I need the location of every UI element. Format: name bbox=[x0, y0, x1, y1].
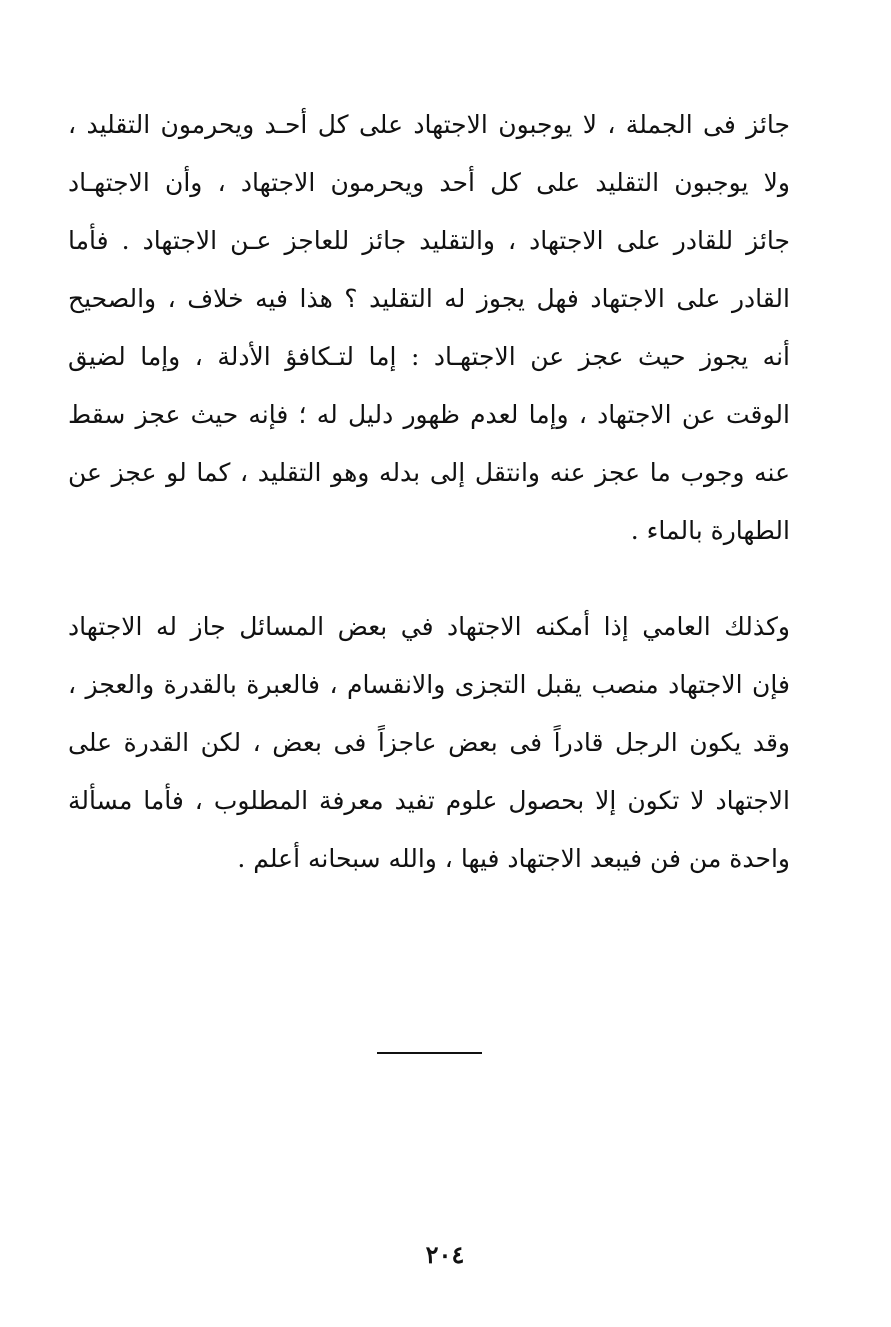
text-line: القادر على الاجتهاد فهل يجوز له التقليد ؟ هذا فيه خلاف ، والصحيح bbox=[68, 284, 790, 313]
text-line: أنه يجوز حيث عجز عن الاجتهـاد : إما لتـكافؤ الأدلة ، وإما لضيق bbox=[68, 342, 790, 371]
text-line-last: واحدة من فن فيبعد الاجتهاد فيها ، والله سبحانه أعلم . bbox=[237, 844, 790, 873]
text-line: الوقت عن الاجتهاد ، وإما لعدم ظهور دليل له ؛ فإنه حيث عجز سقط bbox=[68, 400, 790, 429]
paragraph-1 bbox=[68, 96, 790, 560]
text-line: عنه وجوب ما عجز عنه وانتقل إلى بدله وهو التقليد ، كما لو عجز عن bbox=[68, 458, 790, 487]
text-line: جائز للقادر على الاجتهاد ، والتقليد جائز للعاجز عـن الاجتهاد . فأما bbox=[68, 226, 790, 255]
text-line: وقد يكون الرجل قادراً فى بعض عاجزاً فى بعض ، لكن القدرة على bbox=[68, 728, 790, 757]
page-number: ٢٠٤ bbox=[425, 1240, 465, 1269]
section-divider bbox=[377, 1052, 482, 1054]
text-line: فإن الاجتهاد منصب يقبل التجزى والانقسام ، فالعبرة بالقدرة والعجز ، bbox=[68, 670, 790, 699]
text-line-last: الطهارة بالماء . bbox=[630, 516, 790, 545]
paragraph-2 bbox=[68, 598, 790, 888]
text-line: وكذلك العامي إذا أمكنه الاجتهاد في بعض المسائل جاز له الاجتهاد bbox=[68, 612, 790, 641]
text-line: جائز فى الجملة ، لا يوجبون الاجتهاد على كل أحـد ويحرمون التقليد ، bbox=[68, 110, 790, 139]
text-line: ولا يوجبون التقليد على كل أحد ويحرمون الاجتهاد ، وأن الاجتهـاد bbox=[68, 168, 790, 197]
text-line: الاجتهاد لا تكون إلا بحصول علوم تفيد معرفة المطلوب ، فأما مسألة bbox=[68, 786, 790, 815]
